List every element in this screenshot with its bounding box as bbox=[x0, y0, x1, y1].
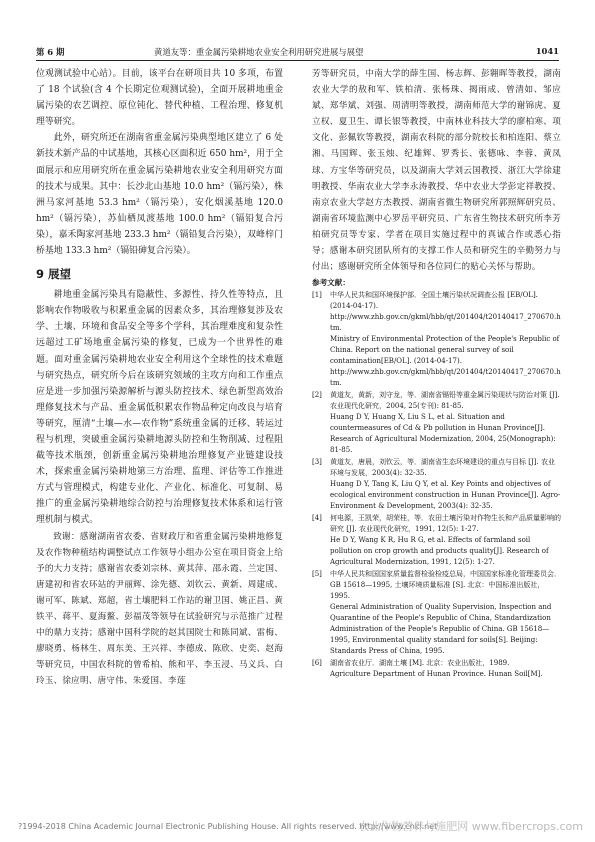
paragraph-platform: 位观测试验中心站）。目前，该平台在研项目共 10 多项，布置了 18 个试验(含 4 个长期定位观测试验)，全面开展耕地重金属污染的农艺调控、原位钝化、替代种植、工程治理、修复机理等研究。 bbox=[36, 69, 283, 128]
reference-text-zh: 湖南省农业厅．湖南土壤 [M]. 北京：农业出版社，1989. bbox=[330, 659, 510, 668]
reference-item bbox=[312, 513, 561, 568]
reference-number: [4] bbox=[312, 514, 322, 523]
reference-number: [6] bbox=[312, 659, 322, 668]
reference-list bbox=[312, 290, 561, 680]
reference-text-zh: 何电源，王凯荣，胡荣桂，等．农田土壤污染对作物生长和产品质量影响的研究 [J]. 农业现代化研究，1991, 12(5): 1-27. bbox=[330, 514, 561, 534]
reference-text-en: Agriculture Department of Hunan Province. Hunan Soil[M]. bbox=[330, 670, 543, 679]
acknowledgement-text: 致谢：感谢湖南省农委、省财政厅和省重金属污染耕地修复及农作物种植结构调整试点工作领导小组办公室在项目资金上给予的大力支持；感谢省农委刘宗林、黄其萍、邵永霞、兰定国、唐建初和省农环站的尹丽辉、涂先德、刘钦云、黄新、周建成、谢可军、陈斌、郑超，省土壤肥料工作站的谢卫国、姚正昌、黄铁平、蒋平、夏海鳌、彭福茂等领导在试验研究与示范推广过程中的鼎力支持；感谢中国科学院的赵其国院士和陈同斌、雷梅、廖晓勇、杨林生、周东美、王兴祥、李德成、陈欣、史奕、赵海等研究员，中国农科院的曾希柏、熊和平、李玉浸、马义兵、白玲玉、徐应明、唐守伟、朱爱国、李莲 bbox=[36, 531, 283, 687]
reference-text-en: He D Y, Wang K R, Hu R G, et al. Effects of farmland soil pollution on crop growth and products quality[J]. Research of Agricultural Modernization, 1991, 12(5): 1-27. bbox=[330, 536, 549, 567]
reference-number: [2] bbox=[312, 391, 322, 400]
reference-text-en: General Administration of Quality Supervision, Inspection and Quarantine of the People's Republic of China, Standardization Administration of the People's Republic of China. GB 15618—1995, Environmental quality standard for soils[S]. Beijing: Standards Press of China, 1995. bbox=[330, 603, 552, 656]
reference-text-zh: 黄道友，唐晨，刘钦云，等．湖南省生态环境建设的重点与目标 [J]. 农业环境与发展，2003(4): 32-35. bbox=[330, 458, 555, 478]
references-heading: 参考文献： bbox=[312, 278, 350, 288]
left-column bbox=[36, 66, 283, 689]
reference-number: [1] bbox=[312, 291, 322, 300]
reference-item bbox=[312, 658, 561, 680]
right-column bbox=[312, 66, 561, 681]
site-watermark: 农业作物营养与施肥网 www.fibercrops.com bbox=[358, 820, 583, 833]
reference-number: [3] bbox=[312, 458, 322, 467]
issue-number: 第 6 期 bbox=[36, 47, 65, 57]
reference-text-en: Huang D Y, Tang K, Liu Q Y, et al. Key Points and objectives of ecological environment construction in Hunan Province[J]. Agro-Environment & Development, 2003(4): 32-35. bbox=[330, 480, 561, 511]
reference-item bbox=[312, 457, 561, 512]
reference-item bbox=[312, 390, 561, 456]
running-title: 黄道友等：重金属污染耕地农业安全利用研究进展与展望 bbox=[154, 47, 364, 57]
paragraph-pilot-bases: 此外，研究所还在湖南省重金属污染典型地区建立了 6 处新技术新产品的中试基地，其核心区面积近 650 hm²，用于全面展示和应用研究所在重金属污染耕地农业安全利用研究方面的技术与成果。其中：长沙北山基地 10.0 hm²（镉污染），株洲马家河基地 53.3 hm²（镉污染），安化烟溪基地 120.0 hm²（镉污染），苏仙栖凤渡基地 100.0 hm²（镉铅复合污染），嘉禾陶家河基地 233.3 hm²（镉铅复合污染），双峰梓门桥基地 133.3 hm²（镉铅砷复合污染）。 bbox=[36, 133, 283, 257]
section-heading-outlook: 9 展望 bbox=[36, 267, 72, 282]
running-header bbox=[36, 44, 559, 61]
reference-text-zh: 黄道友，黄新，刘守龙，等．湖南省镉铅等重金属污染现状与防治对策 [J]. 农业现代化研究，2004, 25(专刊): 81-85. bbox=[330, 391, 560, 411]
reference-text-zh: 中华人民共和国国家质量监督检验检疫总局，中国国家标准化管理委员会．GB 15618—1995, 土壤环境质量标准 [S]. 北京：中国标准出版社，1995. bbox=[330, 570, 561, 601]
reference-number: [5] bbox=[312, 570, 322, 579]
paragraph-outlook: 耕地重金属污染具有隐蔽性、多源性、持久性等特点，且影响农作物吸收与积累重金属的因素众多，其治理修复涉及农学、土壤、环境和食品安全等多个学科，其治理难度和复杂性远超过工矿场地重金属污染的修复，已成为一个世界性的难题。面对重金属污染耕地农业安全利用这个全球性的技术难题与研究热点，研究所今后在该研究领域的主攻方向和工作重点应是进一步加强污染源解析与源头防控技术、绿色新型高效治理修复技术与产品、重金属低积累农作物品种定向改良与培育等研究，厘清“土壤—水—农作物”系统重金属的迁移、转运过程与机理，突破重金属污染耕地源头防控和生物削减、过程阻截等技术瓶颈，创新重金属污染耕地治理修复产业链建设技术，探索重金属污染耕地第三方治理、监理、评估等工作推进方式与管理模式，构建专业化、产业化、标准化、可复制、易推广的重金属污染耕地综合防控与治理修复技术体系和运行管理机制与模式。 bbox=[36, 290, 283, 526]
page-footer bbox=[0, 822, 595, 840]
acknowledgement-continued: 芳等研究员，中南大学的薛生国、杨志辉、彭翱晖等教授，湖南农业大学的敖和军、铁柏清、张杨珠、揭雨成、曾清如、邹应斌、郑华斌、刘强、周清明等教授，湖南师范大学的谢锦虎、夏立权、夏卫生、谭长银等教授，中南林业科技大学的廖柏寒、项文化、彭佩钦等教授，湖南农科院的部分院校长和柏连阳、蔡立湘、马国辉、张玉烛、纪雄辉、罗秀长、张德咏、李蓉、黄凤球、方宝华等研究员，以及湖南大学刘云国教授、浙江大学徐建明教授、华南农业大学李永涛教授、华中农业大学彭定祥教授、南京农业大学赵方杰教授、湖南省微生物研究所郭照辉研究员、湖南省环境监测中心罗岳平研究员、广东省生物技术研究所李芳柏研究员等专家、学者在项目实施过程中的真诚合作或悉心指导；感谢本研究团队所有的支撑工作人员和研究生的辛勤努力与付出；感谢研究所全体领导和各位同仁的贴心关怀与帮助。 bbox=[312, 69, 561, 273]
reference-text-en: Huang D Y, Huang X, Liu S L, et al. Situation and countermeasures of Cd & Pb pollution in Hunan Province[J]. Research of Agricultural Modernization, 2004, 25(Monograph): 81-85. bbox=[330, 413, 556, 455]
reference-item bbox=[312, 569, 561, 657]
reference-text-zh: 中华人民共和国环境保护部．全国土壤污染状况调查公报 [EB/OL]. (2014-04-17). http://www.zhb.gov.cn/gkml/hbb/qt/201404/t20140417_270670.htm. bbox=[330, 291, 561, 333]
page-number: 1041 bbox=[535, 46, 559, 56]
copyright-notice: ?1994-2018 China Academic Journal Electronic Publishing House. All rights reserved. http://www.cnki.net bbox=[18, 822, 438, 831]
reference-text-en: Ministry of Environmental Protection of the People's Republic of China. Report on the national general survey of soil contamination[EB/OL]. (2014-04-17). http://www.zhb.gov.cn/gkml/hbb/qt/201404/t20140417_270670.htm. bbox=[330, 335, 561, 388]
reference-item bbox=[312, 290, 561, 389]
